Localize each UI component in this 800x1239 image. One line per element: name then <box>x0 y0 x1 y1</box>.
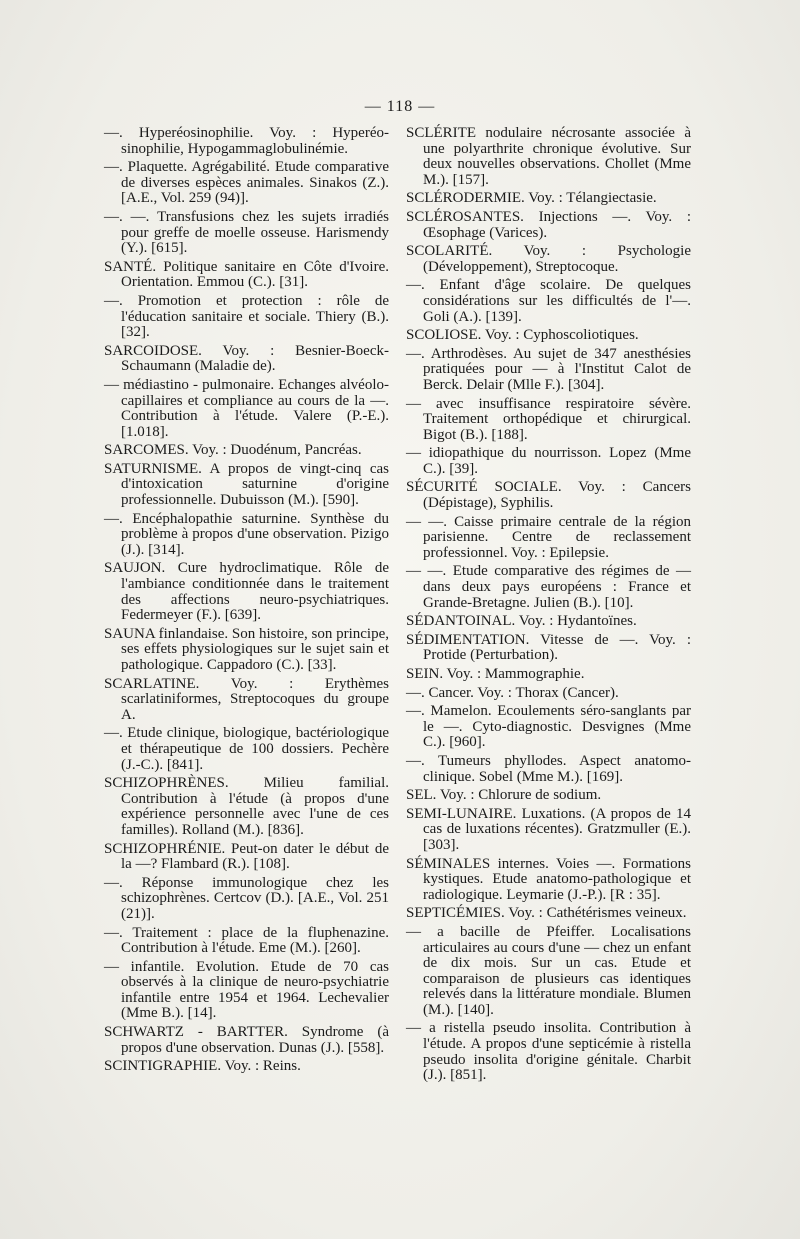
index-entry: —. Hyperéosinophilie. Voy. : Hyperéo-sinophilie, Hypogammaglobulinémie. <box>104 125 389 157</box>
index-entry: SATURNISME. A propos de vingt-cinq cas d'intoxication saturnine d'origine professionnelle. Dubuisson (M.). [590]. <box>104 460 389 509</box>
index-entry: SANTÉ. Politique sanitaire en Côte d'Ivoire. Orientation. Emmou (C.). [31]. <box>104 258 389 291</box>
index-entry: SARCOIDOSE. Voy. : Besnier-Boeck-Schaumann (Maladie de). <box>104 342 389 375</box>
right-column <box>406 126 691 1087</box>
left-column <box>104 126 389 1078</box>
index-entry: SARCOMES. Voy. : Duodénum, Pancréas. <box>104 442 362 459</box>
index-entry: —. Etude clinique, biologique, bactériologique et thérapeutique de 100 dossiers. Pechère (J.-C.). [841]. <box>104 725 389 773</box>
index-entry: —. Tumeurs phyllodes. Aspect anatomo-clinique. Sobel (Mme M.). [169]. <box>406 752 691 785</box>
index-entry: SCLÉRITE nodulaire nécrosante associée à une polyarthrite chronique évolutive. Sur deux nouvelles observations. Chollet (Mme M.). [157]. <box>406 125 691 188</box>
index-entry: SEPTICÉMIES. Voy. : Cathétérismes veineux. <box>406 905 687 922</box>
index-entry: SCOLARITÉ. Voy. : Psychologie (Développement), Streptocoque. <box>406 243 691 275</box>
index-entry: —. Enfant d'âge scolaire. De quelques considérations sur les difficultés de l'—. Goli (A.). [139]. <box>406 277 691 325</box>
index-entry: SEIN. Voy. : Mammographie. <box>406 666 585 682</box>
index-entry: —. Promotion et protection : rôle de l'éducation sanitaire et sociale. Thiery (B.). [32]. <box>104 292 389 341</box>
index-entry: — idiopathique du nourrisson. Lopez (Mme C.). [39]. <box>406 445 691 477</box>
index-entry: — —. Caisse primaire centrale de la région parisienne. Centre de reclassement professionnel. Voy. : Epilepsie. <box>406 513 691 561</box>
index-entry: SAUJON. Cure hydroclimatique. Rôle de l'ambiance conditionnée dans le traitement des affections neuro-psychiatriques. Federmeyer (F.). [639]. <box>104 560 389 624</box>
index-entry: SAUNA finlandaise. Son histoire, son principe, ses effets physiologiques sur le sujet sain et pathologique. Cappadoro (C.). [33]. <box>104 625 389 673</box>
index-entry: — a bacille de Pfeiffer. Localisations articulaires au cours d'une — chez un enfant de dix mois. Sur un cas. Etude et comparaison de plusieurs cas identiques relevés dans la littérature mondiale. Blumen (M.). [140]. <box>406 923 691 1018</box>
index-entry: —. Réponse immunologique chez les schizophrènes. Certcov (D.). [A.E., Vol. 251 (21)]. <box>104 874 389 922</box>
index-entry: SCHIZOPHRÉNIE. Peut-on dater le début de la —? Flambard (R.). [108]. <box>104 840 389 873</box>
index-entry: SÉDIMENTATION. Vitesse de —. Voy. : Protide (Perturbation). <box>406 631 691 664</box>
index-entry: —. Traitement : place de la fluphenazine. Contribution à l'étude. Eme (M.). [260]. <box>104 924 389 957</box>
index-entry: SCHWARTZ - BARTTER. Syndrome (à propos d'une observation. Dunas (J.). [558]. <box>104 1024 389 1056</box>
index-entry: SEL. Voy. : Chlorure de sodium. <box>406 787 602 804</box>
index-entry: — avec insuffisance respiratoire sévère. Traitement orthopédique et chirurgical. Bigot (B.). [188]. <box>406 395 691 443</box>
index-entry: SCLÉRODERMIE. Voy. : Télangiectasie. <box>406 190 657 207</box>
index-entry: SÉCURITÉ SOCIALE. Voy. : Cancers (Dépistage), Syphilis. <box>406 479 691 512</box>
index-entry: —. Cancer. Voy. : Thorax (Cancer). <box>406 684 619 701</box>
index-entry: SCHIZOPHRÈNES. Milieu familial. Contribution à l'étude (à propos d'une expérience personnelle avec l'une de ces familles). Rolland (M.). [836]. <box>104 775 389 838</box>
index-entry: — médiastino - pulmonaire. Echanges alvéolo-capillaires et compliance au cours de la —. Contribution à l'étude. Valere (P.-E.). [1.018]. <box>104 376 389 440</box>
index-entry: SÉDANTOINAL. Voy. : Hydantoïnes. <box>406 613 637 630</box>
index-entry: SÉMINALES internes. Voies —. Formations kystiques. Etude anatomo-pathologique et radiologique. Leymarie (J.-P.). [R : 35]. <box>406 855 691 903</box>
index-entry: SCARLATINE. Voy. : Erythèmes scarlatiniformes, Streptocoques du groupe A. <box>104 675 389 723</box>
index-entry: SCLÉROSANTES. Injections —. Voy. : Œsophage (Varices). <box>406 208 691 241</box>
index-entry: —. Encéphalopathie saturnine. Synthèse du problème à propos d'une observation. Pizigo (J.). [314]. <box>104 510 389 558</box>
index-entry: —. Arthrodèses. Au sujet de 347 anesthésies pratiquées pour — à l'Institut Calot de Berck. Delair (Mlle F.). [304]. <box>406 345 691 393</box>
index-entry: — infantile. Evolution. Etude de 70 cas observés à la clinique de neuro-psychiatrie infantile entre 1954 et 1964. Lechevalier (Mme B.). [14]. <box>104 958 389 1022</box>
page-number: — 118 — <box>364 98 436 115</box>
index-entry: — a ristella pseudo insolita. Contribution à l'étude. A propos d'une septicémie à ristella pseudo insolita d'origine génitale. Charbit (J.). [851]. <box>406 1020 691 1084</box>
index-entry: —. Plaquette. Agrégabilité. Etude comparative de diverses espèces animales. Sinakos (Z.). [A.E., Vol. 259 (94)]. <box>104 159 389 207</box>
index-entry: SEMI-LUNAIRE. Luxations. (A propos de 14 cas de luxations récentes). Gratzmuller (E.). [303]. <box>406 805 691 853</box>
index-entry: — —. Etude comparative des régimes de — dans deux pays européens : France et Grande-Bretagne. Julien (B.). [10]. <box>406 563 691 611</box>
index-entry: —. —. Transfusions chez les sujets irradiés pour greffe de moelle osseuse. Harismendy (Y.). [615]. <box>104 208 389 257</box>
index-entry: —. Mamelon. Ecoulements séro-sanglants par le —. Cyto-diagnostic. Desvignes (Mme C.). [960]. <box>406 703 691 751</box>
index-entry: SCINTIGRAPHIE. Voy. : Reins. <box>104 1058 301 1075</box>
index-entry: SCOLIOSE. Voy. : Cyphoscoliotiques. <box>406 327 639 344</box>
